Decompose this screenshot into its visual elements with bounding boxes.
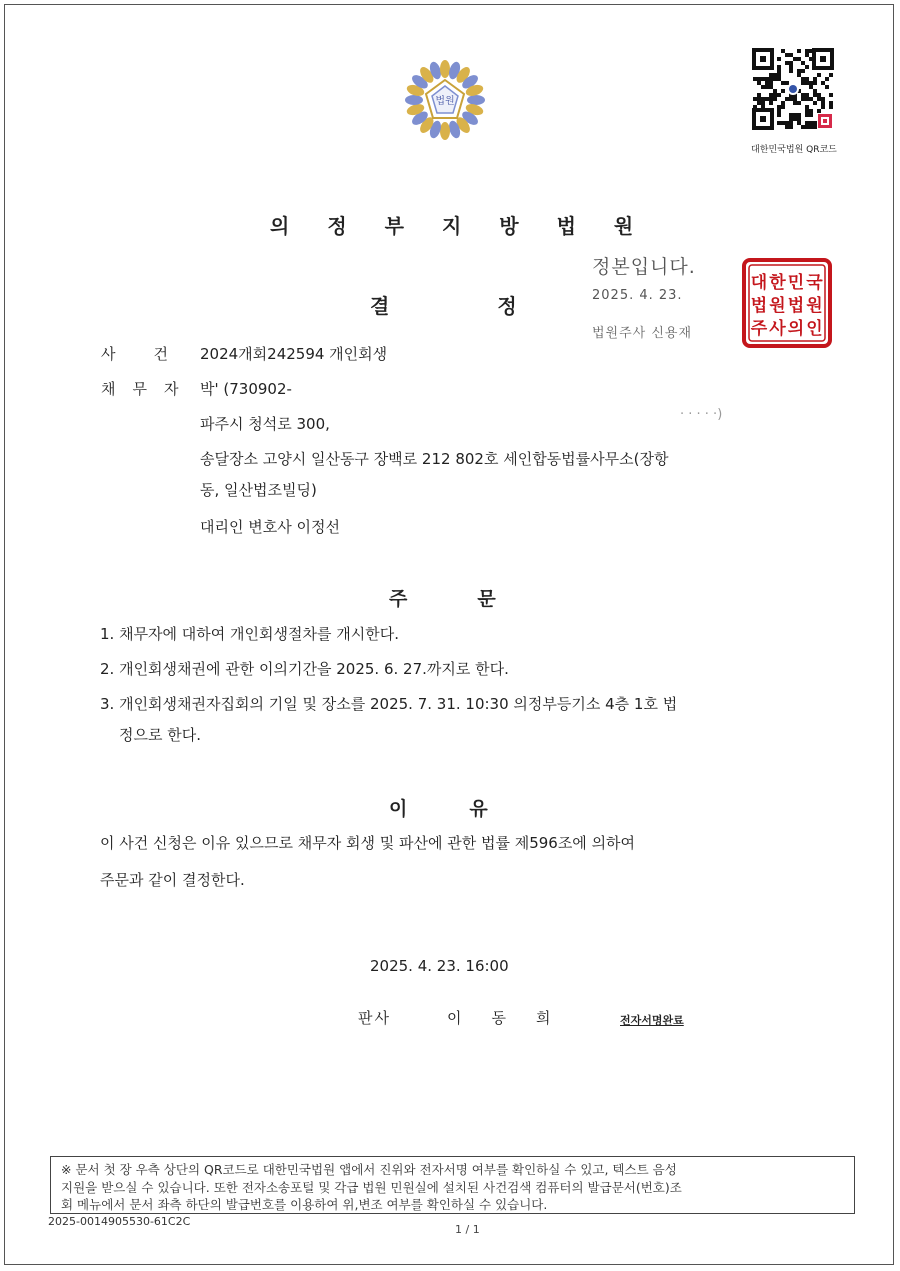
qr-cell — [769, 77, 773, 81]
qr-cell — [753, 77, 757, 81]
qr-cell — [821, 101, 825, 105]
seal-char: 원 — [769, 296, 786, 316]
qr-cell — [777, 69, 781, 73]
certification-text: 정본입니다. — [592, 256, 696, 278]
qr-cell — [805, 81, 809, 85]
notice-line-3: 회 메뉴에서 문서 좌측 하단의 발급번호를 이용하여 위,변조 여부를 확인하실 수 있습니다. — [61, 1197, 548, 1212]
qr-cell — [813, 93, 817, 97]
qr-cell — [805, 109, 809, 113]
qr-cell — [797, 73, 801, 77]
qr-cell — [825, 77, 829, 81]
qr-cell — [829, 73, 833, 77]
qr-cell — [809, 85, 813, 89]
qr-cell — [773, 93, 777, 97]
emblem-petal — [467, 95, 485, 105]
qr-cell — [813, 81, 817, 85]
qr-cell — [777, 113, 781, 117]
court-name: 의정부지방법원 — [270, 214, 672, 238]
official-seal-icon — [742, 258, 832, 348]
qr-cell — [801, 69, 805, 73]
qr-cell — [805, 113, 809, 117]
qr-cell — [785, 81, 789, 85]
qr-cell — [793, 113, 797, 117]
seal-char: 원 — [806, 296, 823, 316]
qr-cell — [785, 125, 789, 129]
qr-cell — [777, 93, 781, 97]
qr-cell — [769, 73, 773, 77]
judge-title: 판사 — [358, 1009, 391, 1027]
qr-cell — [761, 97, 765, 101]
qr-cell — [797, 49, 801, 53]
qr-cell — [789, 53, 793, 57]
notice-line-1: ※ 문서 첫 장 우측 상단의 QR코드로 대한민국법원 앱에서 진위와 전자서명 여부를 확인하실 수 있고, 텍스트 음성 — [61, 1162, 677, 1177]
debtor-agent: 대리인 변호사 이정선 — [200, 518, 340, 536]
qr-cell — [801, 97, 805, 101]
qr-cell — [757, 97, 761, 101]
qr-cell — [777, 65, 781, 69]
seal-char: 민 — [787, 273, 805, 293]
reason-heading: 이유 — [389, 798, 550, 820]
qr-cell — [765, 97, 769, 101]
qr-cell — [805, 65, 809, 69]
qr-cell — [805, 77, 809, 81]
qr-cell — [757, 77, 761, 81]
qr-cell — [829, 93, 833, 97]
qr-cell — [797, 117, 801, 121]
qr-cell — [801, 125, 805, 129]
court-emblem-icon — [403, 58, 487, 142]
qr-cell — [781, 89, 785, 93]
document-title: 결정 — [370, 294, 625, 318]
qr-cell — [817, 97, 821, 101]
issue-number: 2025-0014905530-61C2C — [48, 1215, 191, 1228]
qr-cell — [769, 81, 773, 85]
debtor-address: 파주시 청석로 300, — [200, 415, 330, 433]
qr-cell — [789, 117, 793, 121]
qr-cell — [821, 81, 825, 85]
seal-char: 대 — [750, 273, 768, 293]
case-label: 사건 — [101, 345, 206, 363]
order-heading: 주문 — [389, 588, 566, 610]
qr-cell — [813, 121, 817, 125]
qr-cell — [805, 125, 809, 129]
emblem-petal — [440, 60, 450, 78]
qr-cell — [821, 105, 825, 109]
qr-cell — [801, 93, 805, 97]
notice-line-2: 지원을 받으실 수 있습니다. 또한 전자소송포털 및 각급 법원 민원실에 설치된 사건검색 컴퓨터의 발급문서(번호)조 — [61, 1179, 682, 1195]
qr-cell — [777, 57, 781, 61]
qr-cell — [769, 97, 773, 101]
qr-cell — [809, 125, 813, 129]
qr-cell — [769, 101, 773, 105]
order-item-3: 3. 개인회생채권자집회의 기일 및 장소를 2025. 7. 31. 10:30 의정부등기소 4층 1호 법 — [100, 695, 678, 713]
debtor-address-tail: · · · · ·) — [680, 407, 723, 422]
qr-cell — [805, 53, 809, 57]
qr-cell — [781, 101, 785, 105]
qr-cell — [777, 73, 781, 77]
qr-cell — [793, 101, 797, 105]
qr-cell — [809, 109, 813, 113]
debtor-label: 채무자 — [101, 380, 196, 398]
qr-cell — [789, 69, 793, 73]
qr-cell — [773, 97, 777, 101]
qr-cell — [829, 105, 833, 109]
case-number: 2024개회242594 개인회생 — [200, 345, 388, 363]
certification-clerk: 법원주사 신용재 — [592, 326, 693, 341]
qr-cell — [777, 121, 781, 125]
qr-cell — [777, 77, 781, 81]
reason-line-2: 주문과 같이 결정한다. — [100, 871, 245, 889]
qr-cell — [797, 57, 801, 61]
order-item-3-continued: 정으로 한다. — [119, 726, 201, 744]
seal-char: 법 — [787, 296, 805, 316]
seal-char: 국 — [806, 273, 823, 293]
qr-cell — [805, 121, 809, 125]
qr-cell — [825, 85, 829, 89]
seal-char: 인 — [806, 319, 823, 339]
service-address-line1: 송달장소 고양시 일산동구 장백로 212 802호 세인합동법률사무소(장항 — [200, 450, 669, 468]
qr-cell — [769, 93, 773, 97]
qr-cell — [785, 121, 789, 125]
service-address-line2: 동, 일산법조빌딩) — [200, 481, 317, 499]
qr-cell — [777, 109, 781, 113]
qr-cell — [789, 97, 793, 101]
qr-cell — [789, 61, 793, 65]
qr-cell — [813, 101, 817, 105]
qr-cell — [781, 81, 785, 85]
qr-cell — [805, 97, 809, 101]
qr-cell — [765, 81, 769, 85]
page-number: 1 / 1 — [455, 1223, 480, 1236]
reason-line-1: 이 사건 신청은 이유 있으므로 채무자 회생 및 파산에 관한 법률 제596조에 의하여 — [100, 834, 636, 852]
qr-cell — [805, 49, 809, 53]
qr-cell — [797, 69, 801, 73]
qr-cell — [813, 125, 817, 129]
qr-cell — [801, 77, 805, 81]
emblem-label: 법원 — [435, 96, 455, 107]
qr-cell — [813, 89, 817, 93]
qr-cell — [785, 97, 789, 101]
seal-char: 한 — [769, 273, 786, 293]
seal-char: 주 — [750, 319, 768, 339]
order-item-1: 1. 채무자에 대하여 개인회생절차를 개시한다. — [100, 625, 399, 643]
verification-notice — [50, 1156, 855, 1214]
qr-cell — [773, 73, 777, 77]
qr-cell — [757, 101, 761, 105]
qr-cell — [773, 89, 777, 93]
qr-cell — [793, 97, 797, 101]
qr-cell — [809, 97, 813, 101]
debtor-name-id: 박' (730902- — [200, 380, 292, 398]
qr-cell — [809, 113, 813, 117]
seal-char: 의 — [787, 319, 805, 339]
seal-char: 사 — [769, 319, 786, 339]
qr-cell — [789, 113, 793, 117]
qr-cell — [805, 93, 809, 97]
emblem-petal — [405, 95, 423, 105]
qr-cell — [785, 61, 789, 65]
qr-cell — [789, 121, 793, 125]
qr-cell — [829, 101, 833, 105]
qr-cell — [801, 61, 805, 65]
qr-cell — [753, 97, 757, 101]
qr-cell — [817, 109, 821, 113]
qr-cell — [821, 97, 825, 101]
qr-cell — [761, 101, 765, 105]
qr-code-label: 대한민국법원 QR코드 — [751, 145, 837, 155]
qr-cell — [781, 49, 785, 53]
qr-cell — [793, 57, 797, 61]
qr-cell — [789, 125, 793, 129]
qr-cell — [813, 77, 817, 81]
order-item-2: 2. 개인회생채권에 관한 이의기간을 2025. 6. 27.까지로 한다. — [100, 660, 509, 678]
qr-cell — [809, 81, 813, 85]
qr-cell — [805, 105, 809, 109]
emblem-petal — [440, 122, 450, 140]
qr-code-icon[interactable] — [752, 48, 834, 130]
seal-char: 법 — [750, 296, 768, 316]
judge-name: 이동희 — [447, 1009, 581, 1027]
qr-cell — [793, 117, 797, 121]
qr-cell — [817, 73, 821, 77]
qr-cell — [773, 77, 777, 81]
certification-date: 2025. 4. 23. — [592, 288, 683, 303]
qr-cell — [797, 121, 801, 125]
qr-cell — [777, 105, 781, 109]
qr-cell — [817, 93, 821, 97]
qr-cell — [801, 81, 805, 85]
decision-date: 2025. 4. 23. 16:00 — [370, 957, 509, 975]
qr-cell — [797, 113, 801, 117]
qr-cell — [809, 121, 813, 125]
qr-cell — [781, 105, 785, 109]
qr-cell — [785, 53, 789, 57]
qr-cell — [757, 93, 761, 97]
qr-cell — [781, 121, 785, 125]
qr-cell — [797, 101, 801, 105]
e-signature-complete: 전자서명완료 — [620, 1014, 684, 1027]
qr-cell — [761, 77, 765, 81]
qr-cell — [769, 85, 773, 89]
qr-cell — [765, 85, 769, 89]
qr-cell — [765, 77, 769, 81]
qr-cell — [789, 65, 793, 69]
qr-cell — [757, 81, 761, 85]
qr-cell — [761, 85, 765, 89]
